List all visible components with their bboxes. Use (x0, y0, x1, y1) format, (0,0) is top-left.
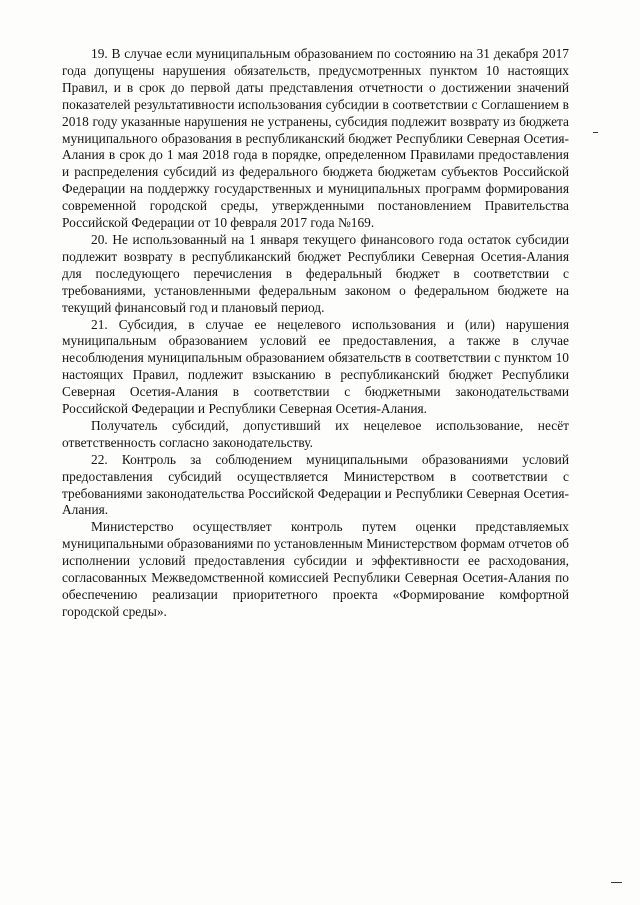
margin-tick-mark (593, 132, 598, 133)
paragraph-22: 22. Контроль за соблюдением муниципальными образованиями условий предоставления субсидий осуществляется Министерством в соответствии с требованиями законодательства Российской Федерации и Республики Северная Осетия-Алания. (62, 451, 569, 518)
paragraph-21-responsibility: Получатель субсидий, допустивший их нецелевое использование, несёт ответственность согласно законодательству. (62, 417, 569, 450)
paragraph-19: 19. В случае если муниципальным образованием по состоянию на 31 декабря 2017 года допущены нарушения обязательств, предусмотренных пунктом 10 настоящих Правил, и в срок до первой даты представления отчетности о достижении значений показателей результативности использования субсидии в соответствии с Соглашением в 2018 году указанные нарушения не устранены, субсидия подлежит возврату из бюджета муниципального образования в республиканский бюджет Республики Северная Осетия-Алания в срок до 1 мая 2018 года в порядке, определенном Правилами предоставления и распределения субсидий из федерального бюджета бюджетам субъектов Российской Федерации на поддержку государственных и муниципальных программ формирования современной городской среды, утвержденными постановлением Правительства Российской Федерации от 10 февраля 2017 года №169. (62, 46, 569, 231)
paragraph-22-control: Министерство осуществляет контроль путем оценки представляемых муниципальными образованиями по установленным Министерством формам отчетов об исполнении условий предоставления субсидии и эффективности ее расходования, согласованных Межведомственной комиссией Республики Северная Осетия-Алания по обеспечению реализации приоритетного проекта «Формирование комфортной городской среды». (62, 519, 569, 619)
paragraph-20: 20. Не использованный на 1 января текущего финансового года остаток субсидии подлежит возврату в республиканский бюджет Республики Северная Осетия-Алания для последующего перечисления в федеральный бюджет в соответствии с требованиями, установленными федеральным законом о федеральном бюджете на текущий финансовый год и плановый период. (62, 231, 569, 315)
corner-dash-mark (611, 882, 622, 883)
document-body (62, 46, 569, 621)
paragraph-21: 21. Субсидия, в случае ее нецелевого использования и (или) нарушения муниципальным образованием условий ее предоставления, а также в случае несоблюдения муниципальным образованием обязательств в соответствии с пунктом 10 настоящих Правил, подлежит взысканию в республиканский бюджет Республики Северная Осетия-Алания в соответствии с бюджетными законодательствами Российской Федерации и Республики Северная Осетия-Алания. (62, 316, 569, 417)
